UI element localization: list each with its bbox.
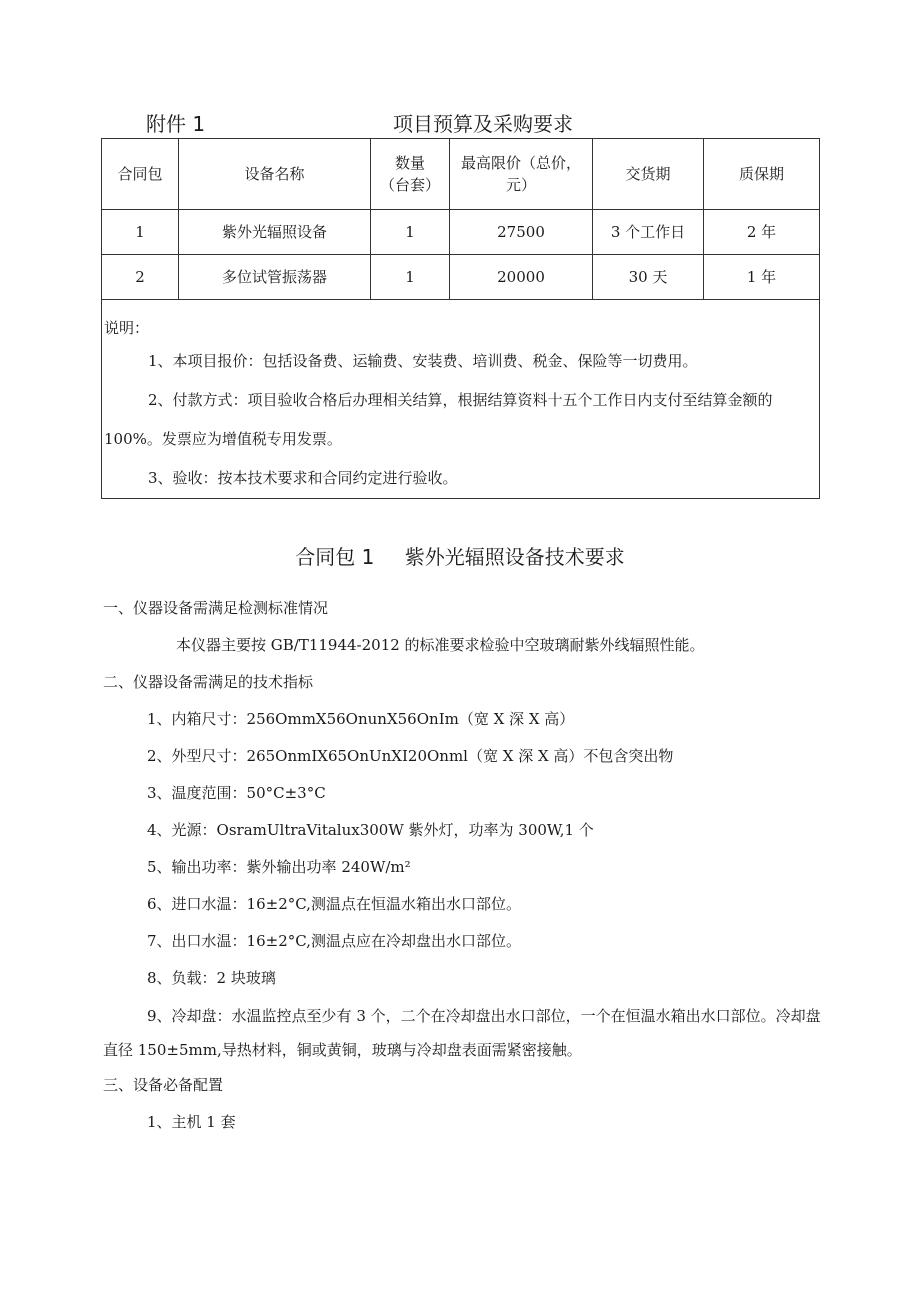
note-item: 1、本项目报价：包括设备费、运输费、安装费、培训费、税金、保险等一切费用。 — [148, 352, 698, 370]
cell-equipment-name: 紫外光辐照设备 — [179, 210, 371, 255]
cell-package: 1 — [102, 210, 179, 255]
spec-item: 2、外型尺寸：265OnmIX65OnUnXI20Onml（宽 X 深 X 高）不包含突出物 — [147, 747, 674, 765]
heading-tech-specs: 二、仪器设备需满足的技术指标 — [103, 673, 314, 691]
cell-quantity: 1 — [371, 210, 450, 255]
section-title-package: 合同包 1 — [295, 545, 375, 569]
cell-warranty: 1 年 — [704, 255, 820, 300]
cell-price: 27500 — [450, 210, 593, 255]
cell-equipment-name: 多位试管振荡器 — [179, 255, 371, 300]
spec-item: 7、出口水温：16±2°C,测温点应在冷却盘出水口部位。 — [147, 932, 521, 950]
notes-row — [102, 300, 820, 499]
header-cell-delivery: 交货期 — [593, 139, 704, 210]
cell-delivery: 30 天 — [593, 255, 704, 300]
cell-package: 2 — [102, 255, 179, 300]
spec-item: 6、进口水温：16±2°C,测温点在恒温水箱出水口部位。 — [147, 895, 521, 913]
spec-item: 5、输出功率：紫外输出功率 240W/m² — [147, 858, 411, 876]
header-cell-package: 合同包 — [102, 139, 179, 210]
heading-config: 三、设备必备配置 — [103, 1076, 224, 1094]
table-row — [102, 210, 820, 255]
note-item: 3、验收：按本技术要求和合同约定进行验收。 — [148, 469, 458, 487]
config-item: 1、主机 1 套 — [147, 1113, 236, 1131]
section-title — [0, 541, 920, 570]
notes-cell — [102, 300, 820, 499]
attachment-label: 附件 1 — [146, 112, 206, 136]
cell-price: 20000 — [450, 255, 593, 300]
cell-delivery: 3 个工作日 — [593, 210, 704, 255]
page-title: 项目预算及采购要求 — [393, 112, 573, 136]
header-quantity-line2: （台套） — [379, 176, 440, 194]
header-cell-max-price — [450, 139, 593, 210]
budget-table — [101, 138, 820, 499]
header-cell-warranty: 质保期 — [704, 139, 820, 210]
note-item: 2、付款方式：项目验收合格后办理相关结算，根据结算资料十五个工作日内支付至结算金额的 100%。发票应为增值税专用发票。 — [104, 391, 773, 448]
spec-item: 8、负载：2 块玻璃 — [147, 969, 276, 987]
notes-label: 说明： — [104, 319, 150, 337]
table-row — [102, 255, 820, 300]
spec-item: 3、温度范围：50°C±3°C — [147, 784, 326, 802]
spec-item: 4、光源：OsramUltraVitalux300W 紫外灯，功率为 300W,1 个 — [147, 821, 594, 839]
header-price-line2: 元） — [505, 176, 536, 194]
header-price-line1: 最高限价（总价， — [460, 154, 581, 172]
cell-quantity: 1 — [371, 255, 450, 300]
table-header-row — [102, 139, 820, 210]
page-header — [0, 108, 920, 138]
section-title-text: 紫外光辐照设备技术要求 — [404, 545, 625, 569]
heading-standards: 一、仪器设备需满足检测标准情况 — [103, 599, 329, 617]
standards-paragraph: 本仪器主要按 GB/T11944-2012 的标准要求检验中空玻璃耐紫外线辐照性能。 — [176, 636, 705, 654]
spec-item: 1、内箱尺寸：256OmmX56OnunX56OnIm（宽 X 深 X 高） — [147, 710, 575, 728]
header-cell-quantity — [371, 139, 450, 210]
technical-requirements — [103, 590, 821, 1141]
header-cell-equipment-name: 设备名称 — [179, 139, 371, 210]
header-quantity-line1: 数量 — [394, 154, 425, 172]
spec-item: 9、冷却盘：水温监控点至少有 3 个，二个在冷却盘出水口部位，一个在恒温水箱出水口部位。冷却盘直径 150±5mm,导热材料，铜或黄铜，玻璃与冷却盘表面需紧密接触。 — [103, 1007, 821, 1059]
cell-warranty: 2 年 — [704, 210, 820, 255]
